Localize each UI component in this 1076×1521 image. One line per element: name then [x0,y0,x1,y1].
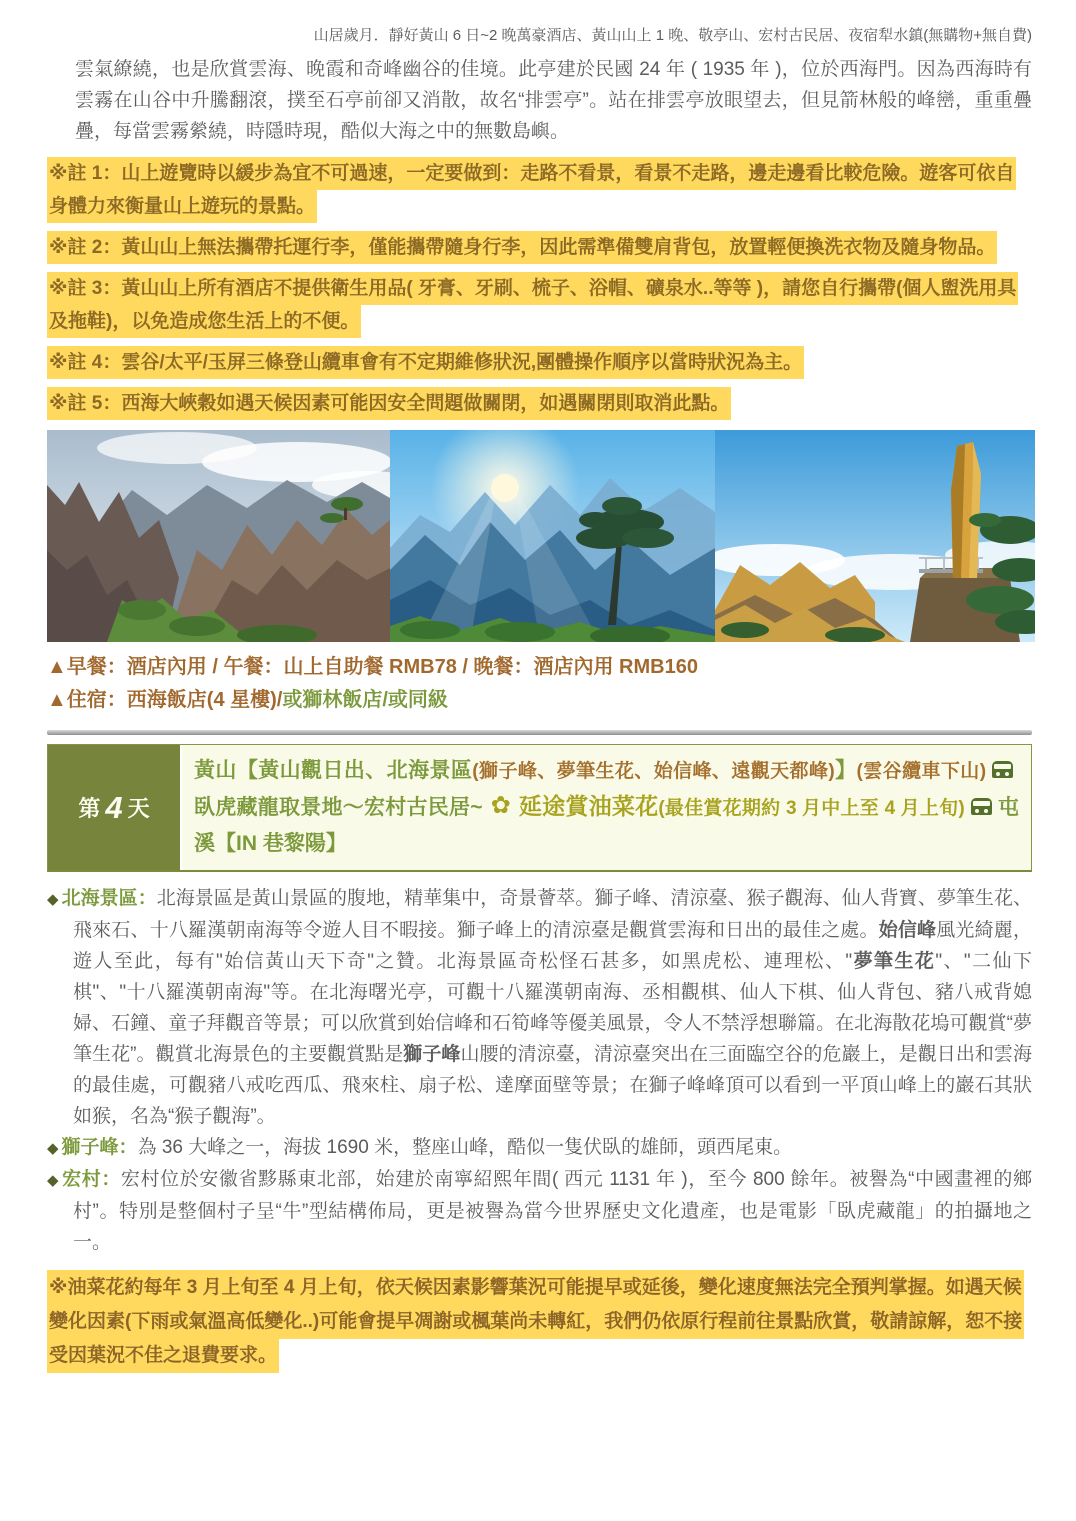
rapeseed-flower-note [47,1271,1032,1373]
day-prefix: 第 [78,796,101,821]
meals-line: ▲早餐：酒店內用 / 午餐：山上自助餐 RMB78 / 晚餐：酒店內用 RMB160 [47,656,698,678]
note-line-3 [47,272,1032,338]
stay-line-hotel: ▲住宿：西海飯店(4 星樓)/ [47,689,283,711]
photo-huangshan-sunrise-pine [390,430,715,642]
stay-line-alternative: 或獅林飯店/或同級 [282,689,448,711]
notes-section [47,157,1032,420]
bus-icon [992,761,1013,778]
day-title-cell: 黃山【黃山觀日出、北海景區(獅子峰、夢筆生花、始信峰、遠觀天都峰)】(雲谷纜車下山)臥虎藏龍取景地～宏村古民居~ ✿延途賞油菜花(最佳賞花期約 3 月中上至 4 月上旬) 屯溪【IN 巷黎陽】 [180,745,1031,870]
photo-huangshan-cliff-valley [47,430,390,642]
stay-line [47,684,1032,717]
note-highlight: ※註 2：黃山山上無法攜帶托運行李，僅能攜帶隨身行李，因此需準備雙肩背包，放置輕便換洗衣物及隨身物品。 [47,231,997,264]
note-highlight: ※油菜花約每年 3 月上旬至 4 月上旬，依天候因素影響葉況可能提早或延後，變化速度無法完全預判掌握。如遇天候變化因素(下雨或氣溫高低變化..)可能會提早凋謝或楓葉尚未轉紅，我們仍依原行程前往景點欣賞，敬請諒解，恕不接受因葉況不佳之退費要求。 [47,1270,1024,1373]
note-line-2 [47,231,1032,264]
note-highlight: ※註 4：雲谷/太平/玉屏三條登山纜車會有不定期維修狀況,團體操作順序以當時狀況為主。 [47,346,804,379]
bullet-lion-peak: ◆ 獅子峰：為 36 大峰之一，海拔 1690 米，整座山峰，酷似一隻伏臥的雄師，頭西尾東。 [47,1137,793,1158]
bus-icon [971,798,992,815]
day4-header-row [47,744,1032,872]
note-highlight: ※註 3：黃山山上所有酒店不提供衛生用品( 牙膏、牙刷、梳子、浴帽、礦泉水..等等 )，請您自行攜帶(個人盥洗用具及拖鞋)，以免造成您生活上的不便。 [47,272,1018,338]
note-highlight: ※註 1：山上遊覽時以緩步為宜不可過速，一定要做到：走路不看景，看景不走路，邊走邊看比較危險。遊客可依自身體力來衡量山上遊玩的景點。 [47,157,1016,223]
day-suffix: 天 [127,796,150,821]
photo-huangshan-flying-rock [715,430,1035,642]
bullet-hongcun: ◆ 宏村：宏村位於安徽省黟縣東北部，始建於南寧紹熙年間( 西元 1131 年 )，至今 800 餘年。被譽為“中國畫裡的鄉村”。特別是整個村子呈“牛”型結構佈局，更是被譽為當今世界歷史文化遺產，也是電影「臥虎藏龍」的拍攝地之一。 [47,1169,1032,1253]
flower-icon [491,793,515,817]
intro-paragraph: 雲氣繚繞，也是欣賞雲海、晚霞和奇峰幽谷的佳境。此亭建於民國 24 年 ( 1935 年 )，位於西海門。因為西海時有雲霧在山谷中升騰翻滾，撲至石亭前卻又消散，故名“排雲亭”。站在排雲亭放眼望去，但見箭林般的峰巒，重重疊疊，每當雲霧縈繞，時隱時現，酷似大海之中的無數島嶼。 [75,59,1032,142]
note-line-5 [47,387,1032,420]
day-number: 4 [105,789,123,825]
note-highlight: ※註 5：西海大峽穀如遇天候因素可能因安全問題做關閉，如遇關閉則取消此點。 [47,387,731,420]
section-divider [47,730,1032,735]
day-number-cell [48,745,180,870]
note-line-4 [47,346,1032,379]
photo-strip [47,430,1032,642]
note-line-1 [47,157,1032,223]
description-section [47,883,1032,1258]
bullet-beihai-scenic-area: ◆ 北海景區：北海景區是黃山景區的腹地，精華集中，奇景薈萃。獅子峰、清涼臺、猴子觀海、仙人背寶、夢筆生花、飛來石、十八羅漢朝南海等令遊人目不暇接。獅子峰上的清涼臺是觀賞雲海和日出的最佳之處。始信峰風光綺麗，遊人至此，每有"始信黃山天下奇"之贊。北海景區奇松怪石甚多，如黑虎松、連理松、"夢筆生花"、"二仙下棋"、"十八羅漢朝南海"等。在北海曙光亭，可觀十八羅漢朝南海、丞相觀棋、仙人下棋、仙人背包、豬八戒背媳婦、石鐘、童子拜觀音等景；可以欣賞到始信峰和石筍峰等優美風景，令人不禁浮想聯篇。在北海散花塢可觀賞“夢筆生花”。觀賞北海景色的主要觀賞點是獅子峰山腰的清涼臺，清涼臺突出在三面臨空谷的危巖上，是觀日出和雲海的最佳處，可觀豬八戒吃西瓜、飛來柱、扇子松、達摩面壁等景；在獅子峰峰頂可以看到一平頂山峰上的巖石其狀如猴，名為“猴子觀海”。 [47,888,1032,1127]
document-header: 山居歲月．靜好黃山 6 日~2 晚萬豪酒店、黃山山上 1 晚、敬亭山、宏村古民居、夜宿犁水鎮(無購物+無自費) [313,27,1032,44]
